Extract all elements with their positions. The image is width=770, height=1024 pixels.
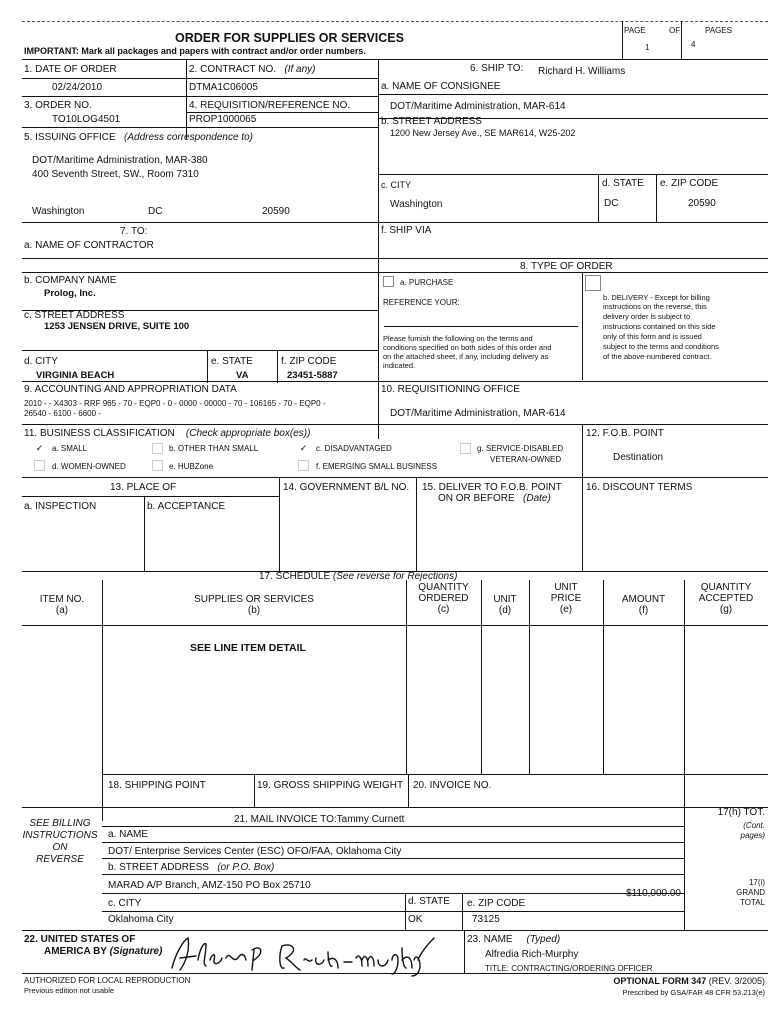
- col-price-header: UNIT PRICE (e): [550, 582, 582, 615]
- col-qty-header: QUANTITY ORDERED (c): [418, 582, 469, 615]
- contractor-street: 1253 JENSEN DRIVE, SUITE 100: [44, 321, 190, 332]
- disadvantaged-label: c. DISADVANTAGED: [316, 444, 392, 453]
- emerging-small-checkbox[interactable]: [298, 460, 309, 471]
- to-label: 7. TO:: [120, 226, 148, 237]
- ship-street: 1200 New Jersey Ave., SE MAR614, W25-202: [390, 128, 576, 138]
- ship-zip-label: e. ZIP CODE: [660, 178, 719, 189]
- total-h-note1: (Cont.: [743, 821, 765, 830]
- on-or-before-label: ON OR BEFORE (Date): [438, 493, 551, 504]
- furnish-line2: conditions specified on both sides of this order and: [383, 343, 552, 352]
- company-name-label: b. COMPANY NAME: [24, 275, 117, 286]
- america-by-label: AMERICA BY (Signature): [44, 946, 163, 957]
- grand-total-label3: TOTAL: [739, 898, 765, 907]
- issuing-office-line2: 400 Seventh Street, SW., Room 7310: [32, 169, 199, 180]
- page-value: 1: [645, 43, 650, 52]
- ship-city: Washington: [390, 199, 443, 210]
- page-label: PAGE: [624, 26, 646, 35]
- ship-to-label: 6. SHIP TO:: [470, 63, 524, 74]
- fob-point-label: 12. F.O.B. POINT: [586, 428, 664, 439]
- invoice-street-label: b. STREET ADDRESS (or P.O. Box): [108, 862, 275, 873]
- form-number: OPTIONAL FORM 347 (REV. 3/2005): [613, 976, 765, 986]
- other-than-small-label: b. OTHER THAN SMALL: [169, 444, 259, 453]
- contractor-city-label: d. CITY: [24, 356, 58, 367]
- authorized-reproduction: AUTHORIZED FOR LOCAL REPRODUCTION: [24, 976, 191, 985]
- contractor-street-label: c. STREET ADDRESS: [24, 310, 125, 321]
- delivery-line2: instructions on the reverse, this: [603, 302, 707, 311]
- fob-point: Destination: [613, 452, 664, 463]
- women-owned-label: d. WOMEN-OWNED: [52, 462, 126, 471]
- veteran-owned-label: VETERAN-OWNED: [490, 455, 562, 464]
- hubzone-checkbox[interactable]: [152, 460, 163, 471]
- invoice-city: Oklahoma City: [108, 914, 174, 925]
- invoice-no-label: 20. INVOICE NO.: [413, 780, 492, 791]
- check-icon: ✓: [299, 443, 308, 453]
- col-accepted-header: QUANTITY ACCEPTED (g): [698, 582, 754, 615]
- contract-no-label: 2. CONTRACT NO. (If any): [189, 64, 316, 75]
- date-of-order: 02/24/2010: [52, 82, 103, 93]
- grand-total-value: $110,000.00: [626, 888, 681, 899]
- invoice-city-label: c. CITY: [108, 898, 142, 909]
- ship-street-label: b. STREET ADDRESS: [381, 116, 482, 127]
- typed-name-label: 23. NAME (Typed): [467, 934, 561, 945]
- previous-edition: Previous edition not usable: [24, 986, 115, 995]
- usa-label: 22. UNITED STATES OF: [24, 934, 136, 945]
- consignee-label: a. NAME OF CONSIGNEE: [381, 81, 501, 92]
- billing-instructions: SEE BILLING INSTRUCTIONS ON REVERSE: [22, 818, 98, 865]
- service-disabled-label: g. SERVICE-DISABLED: [477, 444, 564, 453]
- mail-invoice-label: 21. MAIL INVOICE TO:Tammy Curnett: [234, 814, 405, 825]
- consignee: DOT/Maritime Administration, MAR-614: [390, 101, 566, 112]
- gross-weight-label: 19. GROSS SHIPPING WEIGHT: [257, 780, 404, 791]
- contractor-zip: 23451-5887: [287, 370, 338, 381]
- issuing-office-zip: 20590: [262, 206, 290, 217]
- invoice-state-label: d. STATE: [408, 896, 450, 907]
- accounting-label: 9. ACCOUNTING AND APPROPRIATION DATA: [24, 384, 237, 395]
- requisition-no-label: 4. REQUISITION/REFERENCE NO.: [189, 100, 351, 111]
- furnish-line4: indicated.: [383, 361, 416, 370]
- col-supplies-header: SUPPLIES OR SERVICES (b): [194, 594, 314, 616]
- other-than-small-checkbox[interactable]: [152, 443, 163, 454]
- hubzone-label: e. HUBZone: [169, 462, 214, 471]
- ship-to-name: Richard H. Williams: [538, 66, 626, 77]
- grand-total-label1: 17(i): [748, 878, 765, 887]
- contractor-zip-label: f. ZIP CODE: [281, 356, 337, 367]
- delivery-line4: instructions contained on this side: [603, 322, 716, 331]
- important-note: IMPORTANT: Mark all packages and papers with contract and/or order numbers.: [24, 46, 366, 56]
- form-title: ORDER FOR SUPPLIES OR SERVICES: [175, 31, 404, 45]
- discount-terms-label: 16. DISCOUNT TERMS: [586, 482, 693, 493]
- accounting-line2: 26540 - 6100 - 6600 -: [24, 409, 101, 418]
- officer-title: TITLE: CONTRACTING/ORDERING OFFICER: [485, 964, 653, 973]
- contract-no: DTMA1C06005: [189, 82, 258, 93]
- business-class-label: 11. BUSINESS CLASSIFICATION (Check appropriate box(es)): [24, 428, 311, 439]
- schedule-label: 17. SCHEDULE (See reverse for Rejections): [259, 571, 458, 582]
- furnish-line3: on the attached sheet, if any, including delivery as: [383, 352, 549, 361]
- invoice-name-label: a. NAME: [108, 829, 149, 840]
- col-amount-header: AMOUNT (f): [621, 594, 666, 616]
- prescribed-by: Prescribed by GSA/FAR 48 CFR 53.213(e): [622, 988, 765, 997]
- service-disabled-checkbox[interactable]: [460, 443, 471, 454]
- issuing-office-label: 5. ISSUING OFFICE (Address correspondence to): [24, 132, 253, 143]
- delivery-line6: subject to the terms and conditions: [603, 342, 719, 351]
- ship-via-label: f. SHIP VIA: [381, 225, 432, 236]
- delivery-checkbox[interactable]: [585, 275, 601, 291]
- purchase-label: a. PURCHASE: [400, 278, 454, 287]
- deliver-fob-label: 15. DELIVER TO F.O.B. POINT: [422, 482, 562, 493]
- place-of-label: 13. PLACE OF: [110, 482, 177, 493]
- delivery-line5: only of this form and is issued: [603, 332, 702, 341]
- requisitioning-office-label: 10. REQUISITIONING OFFICE: [381, 384, 520, 395]
- emerging-small-label: f. EMERGING SMALL BUSINESS: [316, 462, 438, 471]
- delivery-line7: of the above-numbered contract.: [603, 352, 712, 361]
- women-owned-checkbox[interactable]: [34, 460, 45, 471]
- signature: [150, 930, 470, 978]
- pages-label: PAGES: [705, 26, 732, 35]
- col-item-header: ITEM NO. (a): [39, 594, 85, 616]
- issuing-office-city: Washington: [32, 206, 85, 217]
- acceptance-label: b. ACCEPTANCE: [147, 501, 226, 512]
- grand-total-label2: GRAND: [736, 888, 765, 897]
- total-h-note2: pages): [740, 831, 765, 840]
- invoice-street: MARAD A/P Branch, AMZ-150 PO Box 25710: [108, 880, 311, 891]
- ship-state-label: d. STATE: [602, 178, 644, 189]
- ship-city-label: c. CITY: [381, 180, 412, 190]
- contractor-name-label: a. NAME OF CONTRACTOR: [24, 240, 154, 251]
- gov-bl-label: 14. GOVERNMENT B/L NO.: [283, 482, 410, 493]
- typed-name: Alfredia Rich-Murphy: [485, 949, 579, 960]
- requisition-no: PROP1000065: [189, 114, 257, 125]
- accounting-line1: 2010 - - X4303 - RRF 965 - 70 - EQP0 - 0 - 0000 - 00000 - 70 - 106165 - 70 - EQP0 -: [24, 399, 326, 408]
- contractor-state-label: e. STATE: [211, 356, 253, 367]
- delivery-line1: b. DELIVERY - Except for billing: [603, 293, 710, 302]
- date-of-order-label: 1. DATE OF ORDER: [24, 64, 117, 75]
- reference-label: REFERENCE YOUR:: [383, 298, 460, 307]
- furnish-line1: Please furnish the following on the terms and: [383, 334, 533, 343]
- ship-zip: 20590: [688, 198, 716, 209]
- invoice-zip: 73125: [472, 914, 500, 925]
- ship-state: DC: [604, 198, 619, 209]
- invoice-zip-label: e. ZIP CODE: [467, 898, 526, 909]
- inspection-label: a. INSPECTION: [24, 501, 97, 512]
- requisitioning-office: DOT/Maritime Administration, MAR-614: [390, 408, 566, 419]
- shipping-point-label: 18. SHIPPING POINT: [108, 780, 206, 791]
- col-unit-header: UNIT (d): [493, 594, 517, 616]
- order-no: TO10LOG4501: [52, 114, 121, 125]
- of-label: OF: [669, 26, 681, 35]
- disadvantaged-checkbox[interactable]: [298, 443, 309, 454]
- invoice-state: OK: [408, 914, 423, 925]
- order-type-label: 8. TYPE OF ORDER: [520, 261, 613, 272]
- contractor-state: VA: [236, 370, 249, 381]
- small-label: a. SMALL: [52, 444, 88, 453]
- issuing-office-line1: DOT/Maritime Administration, MAR-380: [32, 155, 208, 166]
- invoice-name: DOT/ Enterprise Services Center (ESC) OFO/FAA, Oklahoma City: [108, 846, 402, 857]
- line-item-detail: SEE LINE ITEM DETAIL: [190, 642, 306, 654]
- issuing-office-state: DC: [148, 206, 163, 217]
- pages-value: 4: [691, 40, 696, 49]
- contractor-city: VIRGINIA BEACH: [36, 370, 115, 381]
- company-name: Prolog, Inc.: [44, 288, 96, 299]
- delivery-line3: delivery order is subject to: [603, 312, 691, 321]
- order-no-label: 3. ORDER NO.: [24, 100, 92, 111]
- small-checkbox[interactable]: [34, 443, 45, 454]
- check-icon: ✓: [35, 443, 44, 453]
- purchase-checkbox[interactable]: [383, 276, 394, 287]
- total-h-label: 17(h) TOT.: [717, 807, 765, 818]
